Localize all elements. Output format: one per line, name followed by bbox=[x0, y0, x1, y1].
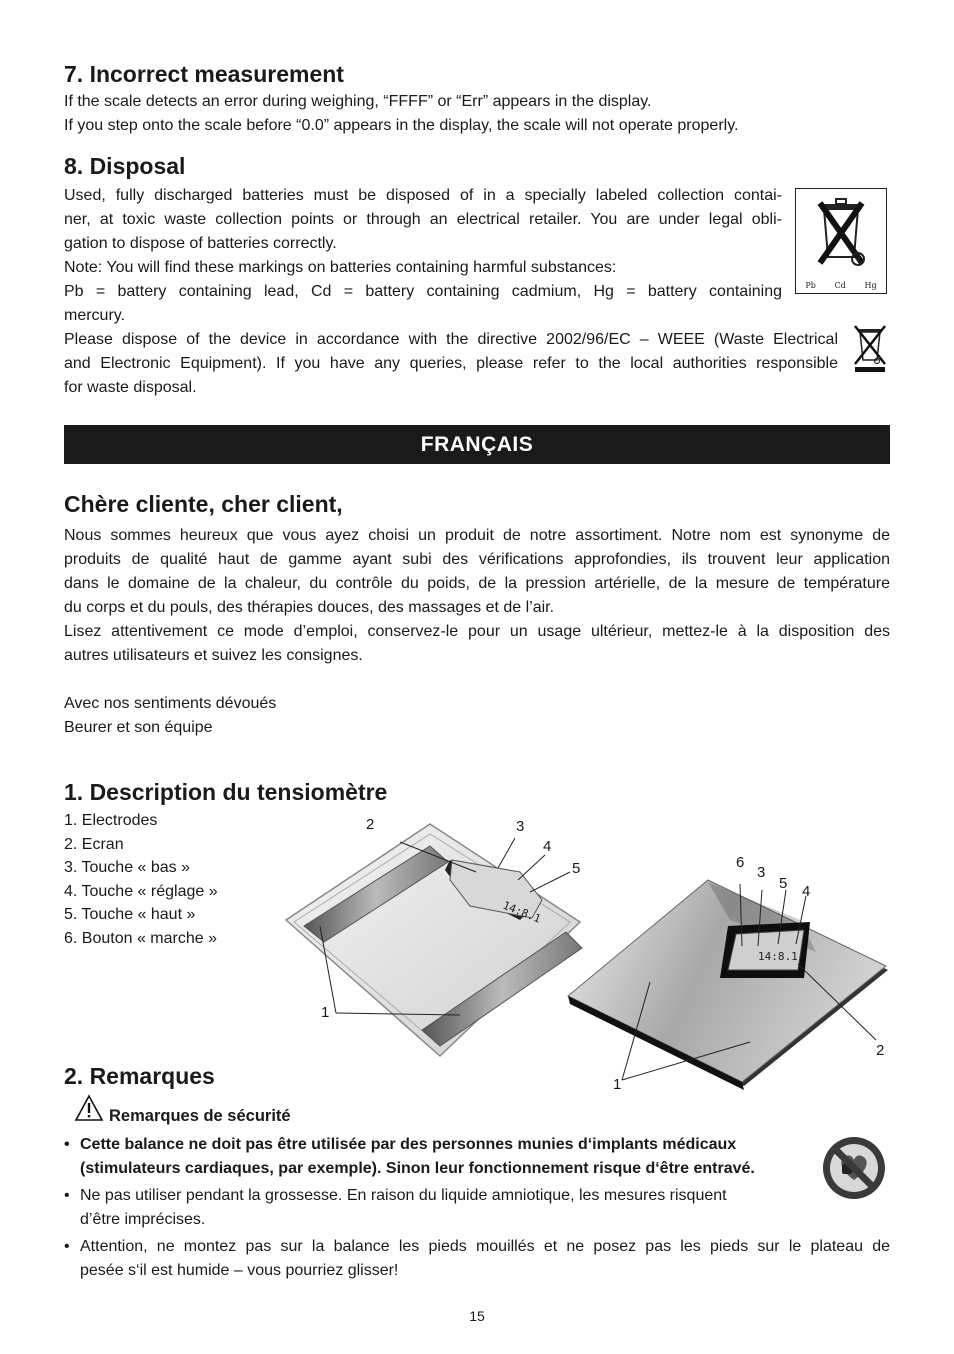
battery-label-cd: Cd bbox=[834, 281, 846, 290]
battery-label-pb: Pb bbox=[805, 281, 816, 290]
right-display-readout: 14:8.1 bbox=[758, 950, 798, 963]
figure-label: 5 bbox=[572, 860, 581, 877]
heading-remarks: 2. Remarques bbox=[64, 1063, 215, 1089]
text-line: produits de qualité haut de gamme ayant subi des vérifications approfondies, ils trouvent leur application bbox=[64, 551, 890, 568]
battery-disposal-symbol bbox=[795, 188, 887, 294]
glass-scale-illustration bbox=[280, 810, 600, 1070]
disposal-text-part1 bbox=[64, 184, 782, 328]
text-line: Pb = battery containing lead, Cd = battery containing cadmium, Hg = battery containing bbox=[64, 283, 782, 300]
heading-greeting: Chère cliente, cher client, bbox=[64, 491, 343, 517]
text-line: Lisez attentivement ce mode d’emploi, conservez-le pour un usage ultérieur, mettez-le à la disposition des bbox=[64, 623, 890, 640]
heading-incorrect-measurement: 7. Incorrect measurement bbox=[64, 61, 344, 87]
text-line: mercury. bbox=[64, 307, 126, 324]
list-item bbox=[64, 1184, 810, 1232]
text-line: If you step onto the scale before “0.0” appears in the display, the scale will not operate properly. bbox=[64, 117, 739, 134]
battery-label-hg: Hg bbox=[864, 281, 877, 290]
list-item bbox=[64, 1133, 810, 1181]
parts-list bbox=[64, 809, 218, 951]
text-line: autres utilisateurs et suivez les consignes. bbox=[64, 647, 363, 664]
no-pacemaker-icon bbox=[820, 1134, 888, 1202]
page-number: 15 bbox=[469, 1308, 485, 1324]
closing-line: Beurer et son équipe bbox=[64, 719, 213, 736]
text-line: If the scale detects an error during weighing, “FFFF” or “Err” appears in the display. bbox=[64, 93, 652, 110]
text-line: ner, at toxic waste collection points or through an electrical retailer. You are under legal obli- bbox=[64, 211, 782, 228]
bullet-line: (stimulateurs cardiaques, par exemple). Sinon leur fonctionnement risque d‘être entravé. bbox=[80, 1160, 755, 1177]
language-banner: FRANÇAIS bbox=[64, 425, 890, 464]
safety-notes-title: Remarques de sécurité bbox=[109, 1107, 291, 1125]
crossed-bin-icon bbox=[796, 191, 886, 271]
list-item: 4. Touche « réglage » bbox=[64, 882, 218, 900]
list-item: 6. Bouton « marche » bbox=[64, 929, 217, 947]
bullet-line: • Cette balance ne doit pas être utilisée par des personnes munies d‘implants médicaux bbox=[80, 1136, 737, 1153]
steel-scale-illustration bbox=[560, 860, 900, 1090]
figure-label: 6 bbox=[736, 854, 745, 871]
weee-bin-icon bbox=[850, 322, 890, 374]
greeting-closing bbox=[64, 692, 276, 740]
list-item: 5. Touche « haut » bbox=[64, 906, 196, 924]
safety-bullets bbox=[64, 1133, 890, 1283]
list-item: 3. Touche « bas » bbox=[64, 859, 191, 877]
figure-label: 4 bbox=[543, 838, 552, 855]
text-line: Please dispose of the device in accordance with the directive 2002/96/EC – WEEE (Waste Electrical bbox=[64, 331, 838, 348]
heading-description: 1. Description du tensiomètre bbox=[64, 779, 388, 805]
list-item: 2. Ecran bbox=[64, 835, 124, 853]
text-line: gation to dispose of batteries correctly. bbox=[64, 235, 337, 252]
list-item bbox=[64, 1235, 890, 1283]
incorrect-measurement-text bbox=[64, 90, 738, 138]
left-display-readout: 14:8.1 bbox=[500, 898, 543, 926]
list-item: 1. Electrodes bbox=[64, 812, 158, 829]
bullet-line: • Ne pas utiliser pendant la grossesse. En raison du liquide amniotique, les mesures risquent bbox=[80, 1187, 727, 1204]
bullet-line: pesée s‘il est humide – vous pourriez glisser! bbox=[80, 1262, 399, 1279]
figure-label: 1 bbox=[613, 1076, 622, 1093]
text-line: for waste disposal. bbox=[64, 379, 197, 396]
text-line: and Electronic Equipment). If you have any queries, please refer to the local authorities responsible bbox=[64, 355, 838, 372]
figure-label: 1 bbox=[321, 1004, 330, 1021]
bullet-line: d’être imprécises. bbox=[80, 1211, 206, 1228]
figure-label: 3 bbox=[757, 864, 766, 881]
text-line: Nous sommes heureux que vous ayez choisi un produit de notre assortiment. Notre nom est synonyme de bbox=[64, 527, 890, 544]
greeting-text bbox=[64, 524, 890, 668]
text-line: Note: You will find these markings on batteries containing harmful substances: bbox=[64, 259, 617, 276]
closing-line: Avec nos sentiments dévoués bbox=[64, 695, 277, 712]
disposal-text-part2 bbox=[64, 328, 838, 400]
heading-disposal: 8. Disposal bbox=[64, 153, 186, 179]
figure-label: 2 bbox=[876, 1042, 885, 1059]
figure-label: 5 bbox=[779, 875, 788, 892]
figure-label: 4 bbox=[802, 883, 811, 900]
figure-label: 2 bbox=[366, 816, 375, 833]
text-line: dans le domaine de la chaleur, du contrôle du poids, de la pression artérielle, de la mesure de température bbox=[64, 575, 890, 592]
warning-triangle-icon bbox=[74, 1094, 104, 1122]
bullet-line: • Attention, ne montez pas sur la balance les pieds mouillés et ne posez pas les pieds sur le plateau de bbox=[80, 1238, 890, 1255]
figure-label: 3 bbox=[516, 818, 525, 835]
text-line: du corps et du pouls, des thérapies douces, des massages et de l’air. bbox=[64, 599, 555, 616]
text-line: Used, fully discharged batteries must be disposed of in a specially labeled collection contai- bbox=[64, 187, 782, 204]
